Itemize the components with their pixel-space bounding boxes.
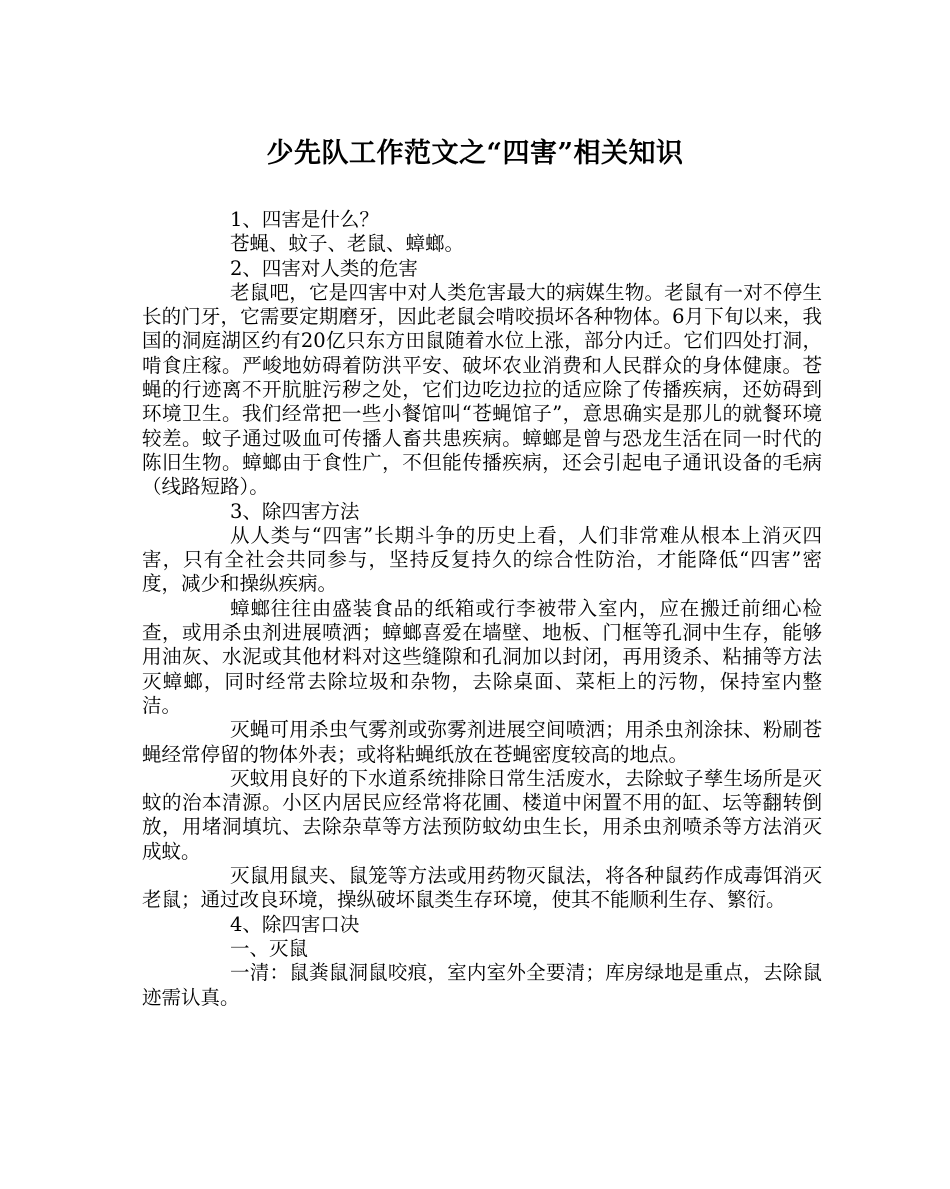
list-item: 苍蝇、蚊子、老鼠、蟑螂。 bbox=[230, 232, 465, 256]
body-paragraph: 从人类与“四害”长期斗争的历史上看，人们非常难从根本上消灭四害，只有全社会共同参与，坚持反复持久的综合性防治，才能降低“四害”密度，减少和操纵疾病。 bbox=[142, 523, 822, 596]
body-paragraph: 老鼠吧，它是四害中对人类危害最大的病媒生物。老鼠有一对不停生长的门牙，它需要定期磨牙，因此老鼠会啃咬损坏各种物体。6月下旬以来，我国的洞庭湖区约有20亿只东方田鼠随着水位上涨，部分内迁。它们四处打洞，啃食庄稼。严峻地妨碍着防洪平安、破坏农业消费和人民群众的身体健康。苍蝇的行迹离不开肮脏污秽之处，它们边吃边拉的适应除了传播疾病，还妨碍到环境卫生。我们经常把一些小餐馆叫“苍蝇馆子”，意思确实是那儿的就餐环境较差。蚊子通过吸血可传播人畜共患疾病。蟑螂是曾与恐龙生活在同一时代的陈旧生物。蟑螂由于食性广，不但能传播疾病，还会引起电子通讯设备的毛病（线路短路）。 bbox=[142, 280, 822, 499]
document-title: 少先队工作范文之“四害”相关知识 bbox=[266, 138, 684, 169]
list-item: 一、灭鼠 bbox=[230, 936, 309, 960]
document-body bbox=[142, 208, 822, 1010]
body-paragraph: 灭蝇可用杀虫气雾剂或弥雾剂进展空间喷洒；用杀虫剂涂抹、粉刷苍蝇经常停留的物体外表；或将粘蝇纸放在苍蝇密度较高的地点。 bbox=[142, 718, 822, 766]
list-item: 3、除四害方法 bbox=[230, 499, 360, 523]
body-paragraph: 灭鼠用鼠夹、鼠笼等方法或用药物灭鼠法，将各种鼠药作成毒饵消灭老鼠；通过改良环境，操纵破坏鼠类生存环境，使其不能顺利生存、繁衍。 bbox=[142, 864, 822, 912]
body-paragraph: 灭蚊用良好的下水道系统排除日常生活废水，去除蚊子孳生场所是灭蚊的治本清源。小区内居民应经常将花圃、楼道中闲置不用的缸、坛等翻转倒放，用堵洞填坑、去除杂草等方法预防蚊幼虫生长，用杀虫剂喷杀等方法消灭成蚊。 bbox=[142, 766, 822, 863]
list-item: 1、四害是什么？ bbox=[230, 208, 379, 231]
body-paragraph: 一清：鼠粪鼠洞鼠咬痕，室内室外全要清；库房绿地是重点，去除鼠迹需认真。 bbox=[142, 961, 822, 1009]
list-item: 2、四害对人类的危害 bbox=[230, 256, 418, 280]
list-item: 4、除四害口决 bbox=[230, 912, 360, 936]
body-paragraph: 蟑螂往往由盛装食品的纸箱或行李被带入室内，应在搬迁前细心检查，或用杀虫剂进展喷洒；蟑螂喜爱在墙壁、地板、门框等孔洞中生存，能够用油灰、水泥或其他材料对这些缝隙和孔洞加以封闭，再用烫杀、粘捕等方法灭蟑螂，同时经常去除垃圾和杂物，去除桌面、菜柜上的污物，保持室内整洁。 bbox=[142, 596, 822, 717]
